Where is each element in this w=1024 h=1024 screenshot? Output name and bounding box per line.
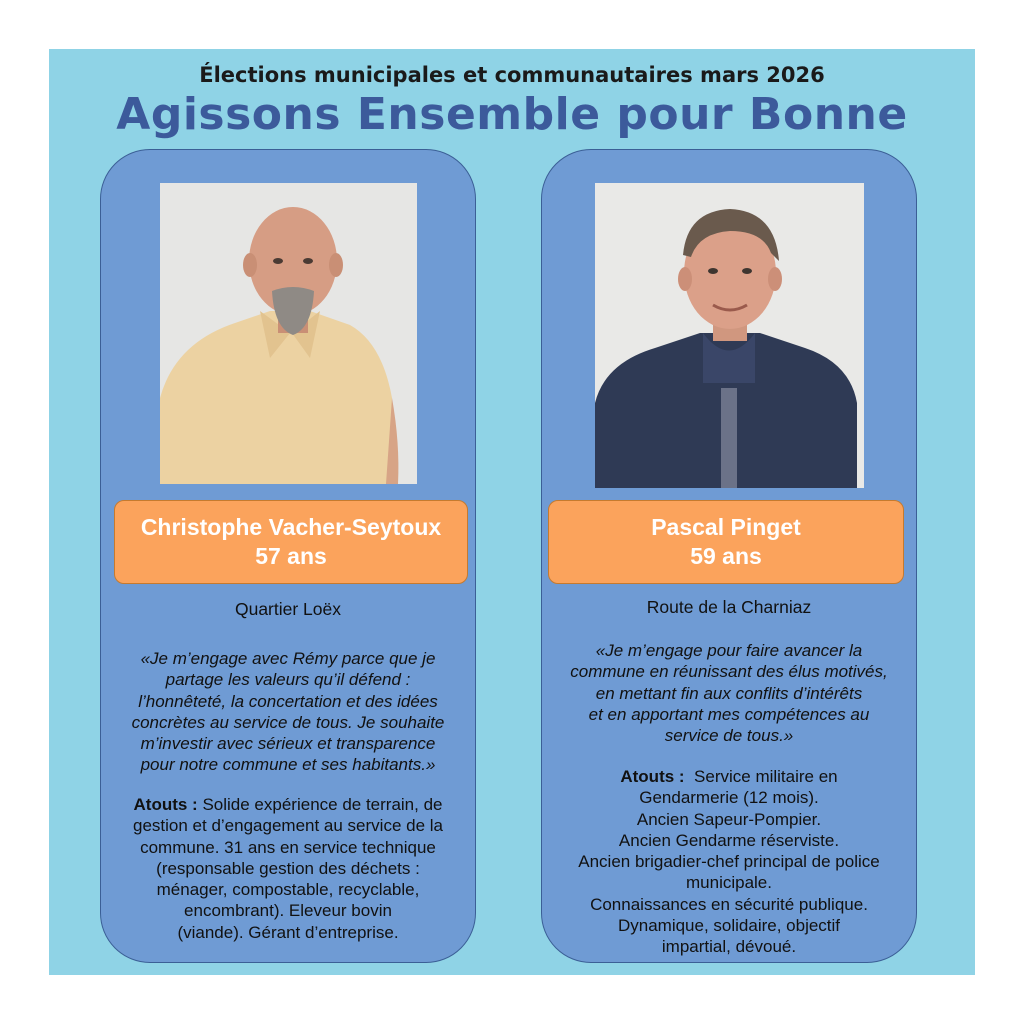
asset-line: commune. 31 ans en service technique: [140, 837, 436, 857]
portrait-bald-man-image: [160, 183, 417, 484]
quote-line: m’investir avec sérieux et transparence: [140, 734, 436, 754]
candidate-assets: [552, 766, 906, 958]
candidate-age: 59 ans: [690, 543, 762, 569]
quote-line: «Je m’engage pour faire avancer la: [595, 641, 863, 660]
candidate-name: Christophe Vacher-Seytoux: [140, 514, 442, 540]
asset-line: encombrant). Eleveur bovin: [184, 901, 392, 921]
candidate-district: Quartier Loëx: [234, 599, 342, 619]
quote-line: en mettant fin aux conflits d’intérêts: [595, 683, 863, 703]
poster: [49, 49, 975, 975]
asset-line: (viande). Gérant d’entreprise.: [177, 922, 399, 942]
asset-line: Dynamique, solidaire, objectif: [617, 916, 841, 936]
atouts-label: Atouts :: [620, 767, 685, 786]
quote-line: concrètes au service de tous. Je souhaite: [131, 712, 445, 732]
candidate-name: Pascal Pinget: [651, 514, 801, 540]
candidate-quote: [552, 640, 906, 746]
election-subtitle: Élections municipales et communautaires mars 2026: [199, 63, 825, 87]
candidate-card-left: [100, 149, 476, 963]
asset-line: municipale.: [686, 873, 772, 893]
candidate-name-box-left: [114, 500, 468, 584]
candidate-assets: [111, 794, 465, 943]
candidate-age: 57 ans: [255, 543, 327, 569]
portrait-man-sweater-image: [595, 183, 864, 488]
asset-line: (responsable gestion des déchets :: [156, 858, 420, 878]
candidate-photo-left: [160, 183, 417, 484]
quote-line: commune en réunissant des élus motivés,: [570, 662, 888, 682]
asset-line: Gendarmerie (12 mois).: [639, 788, 819, 808]
quote-line: l’honnêteté, la concertation et des idées: [138, 691, 438, 711]
asset-line: impartial, dévoué.: [661, 937, 797, 957]
candidate-name-box-right: [548, 500, 904, 584]
asset-line: ménager, compostable, recyclable,: [156, 880, 420, 900]
candidate-photo-right: [595, 183, 864, 488]
asset-line: gestion et d’engagement au service de la: [133, 816, 443, 836]
asset-line: Ancien Sapeur-Pompier.: [636, 809, 822, 829]
asset-line: Connaissances en sécurité publique.: [590, 894, 868, 914]
quote-line: partage les valeurs qu’il défend :: [165, 670, 411, 690]
quote-line: service de tous.»: [664, 726, 794, 746]
quote-line: et en apportant mes compétences au: [588, 704, 870, 724]
quote-line: pour notre commune et ses habitants.»: [140, 755, 436, 775]
quote-line: «Je m’engage avec Rémy parce que je: [140, 649, 436, 668]
candidate-quote: [111, 648, 465, 776]
candidate-district: Route de la Charniaz: [646, 597, 812, 617]
asset-line: Ancien brigadier-chef principal de police: [578, 852, 880, 872]
asset-line: Ancien Gendarme réserviste.: [618, 830, 840, 850]
candidate-card-right: [541, 149, 917, 963]
list-title: Agissons Ensemble pour Bonne: [116, 89, 908, 140]
atouts-label: Atouts :: [133, 795, 198, 814]
asset-line: Service militaire en: [694, 767, 838, 786]
asset-line: Solide expérience de terrain, de: [202, 795, 443, 814]
